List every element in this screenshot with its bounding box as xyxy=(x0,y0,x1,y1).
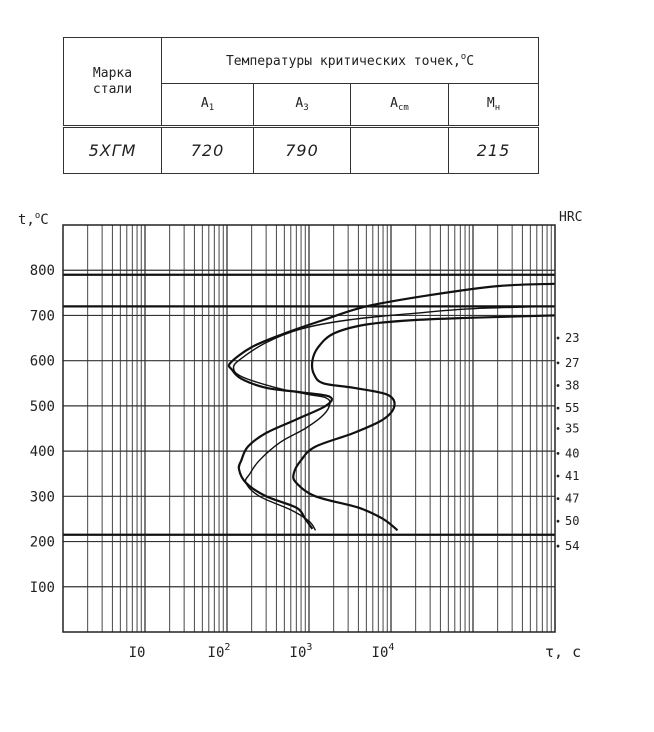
x-tick-label: $I0^4$ xyxy=(371,642,395,661)
hrc-label: 50 xyxy=(565,514,580,529)
a1-value: 720 xyxy=(162,127,254,174)
y-axis-label: t,$^о$С xyxy=(18,211,49,228)
hrc-label: 41 xyxy=(565,468,580,483)
x-axis-label: τ, с xyxy=(545,643,582,661)
x-tick-exponent: 3 xyxy=(306,642,313,653)
hrc-marker xyxy=(557,427,560,430)
hrc-marker xyxy=(557,520,560,523)
col-acm-base: А xyxy=(390,96,398,111)
y-tick-label: 300 xyxy=(29,489,55,506)
steel-grade-header: Марка стали xyxy=(64,38,162,127)
hrc-title: HRC xyxy=(559,210,583,225)
y-tick-label: I00 xyxy=(29,579,55,596)
x-tick-exponent: 2 xyxy=(224,642,231,653)
col-mn-base: М xyxy=(486,96,495,111)
hrc-marker xyxy=(557,497,560,500)
col-acm-sub: cm xyxy=(397,103,409,113)
col-a1-sub: 1 xyxy=(208,103,215,113)
critical-temps-header-text: Температуры критических точек, xyxy=(225,54,461,69)
hrc-marker xyxy=(557,362,560,365)
hrc-label: 38 xyxy=(565,378,580,393)
hrc-label: 27 xyxy=(565,355,580,370)
hrc-marker xyxy=(557,545,560,548)
degree-sign: о xyxy=(460,52,467,62)
x-tick-label: I0 xyxy=(128,645,146,661)
y-tick-label: 700 xyxy=(29,308,55,325)
a3-value: 790 xyxy=(254,127,351,174)
hrc-marker xyxy=(557,384,560,387)
x-tick-label: $I0^2$ xyxy=(207,642,231,661)
hrc-label: 55 xyxy=(565,401,580,416)
hrc-label: 47 xyxy=(565,491,580,506)
y-tick-label: 400 xyxy=(29,444,55,461)
y-tick-label: 800 xyxy=(29,263,55,280)
hrc-label: 35 xyxy=(565,421,580,436)
col-mn-sub: н xyxy=(494,103,501,113)
col-a3-base: А xyxy=(295,96,304,111)
col-a1-base: А xyxy=(200,96,209,111)
y-tick-label: 200 xyxy=(29,534,55,551)
hrc-label: 40 xyxy=(565,446,580,461)
hrc-marker xyxy=(557,337,560,340)
transformation-finish-curve xyxy=(293,315,555,530)
grade-value: 5ХГМ xyxy=(64,127,162,174)
hrc-marker xyxy=(557,475,560,478)
hrc-marker xyxy=(557,452,560,455)
celsius-unit: С xyxy=(466,54,475,69)
hrc-marker xyxy=(557,407,560,410)
y-tick-label: 600 xyxy=(29,353,55,370)
hrc-label: 23 xyxy=(565,331,580,346)
hrc-label: 54 xyxy=(565,539,580,554)
col-a3-sub: 3 xyxy=(303,103,309,113)
mn-value: 215 xyxy=(449,127,539,174)
x-tick-exponent: 4 xyxy=(388,642,395,653)
x-tick-label: $I0^3$ xyxy=(289,642,313,661)
y-tick-label: 500 xyxy=(29,398,55,415)
